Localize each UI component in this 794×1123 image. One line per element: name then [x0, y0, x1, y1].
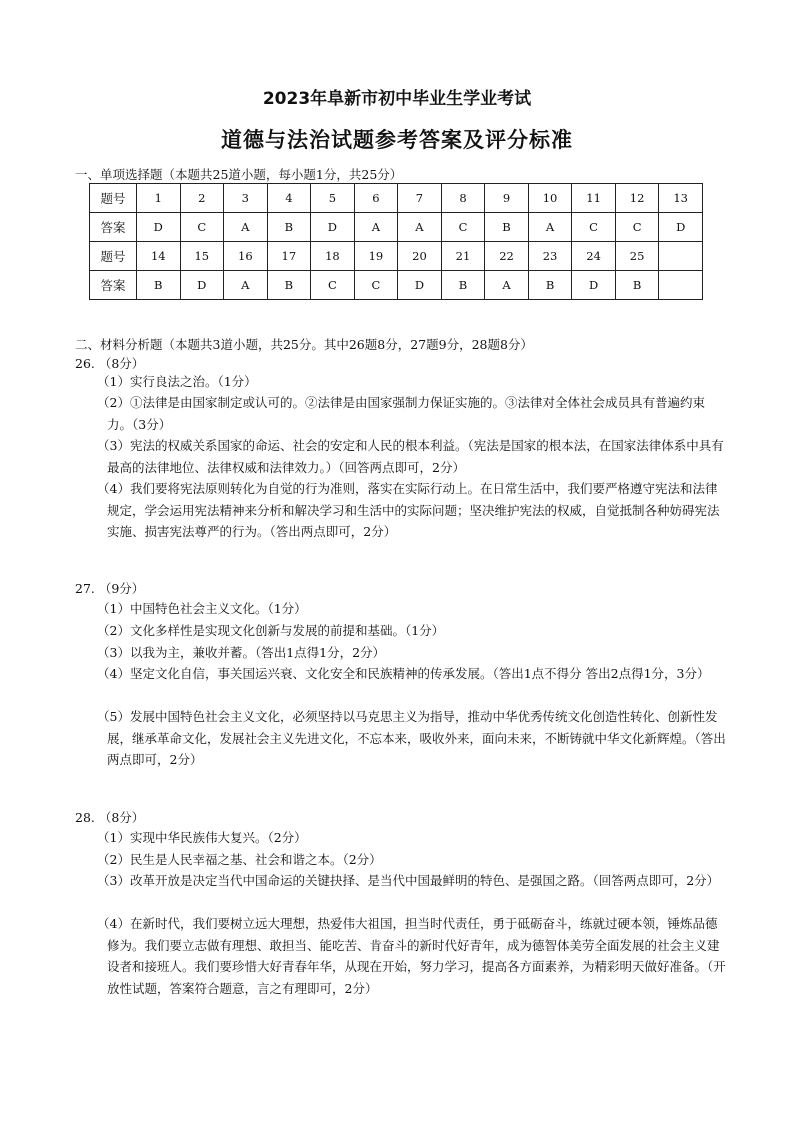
question-number: 2: [180, 184, 224, 213]
question-number: 25: [615, 242, 659, 271]
answer-cell: C: [180, 213, 224, 242]
question-number: 16: [224, 242, 268, 271]
answer-cell: A: [528, 213, 572, 242]
question-27-number: 27. （9分）: [75, 581, 145, 596]
q27-answer-1: （1）中国特色社会主义文化。（1分）: [97, 601, 307, 616]
answer-cell: A: [224, 271, 268, 300]
answer-cell: A: [485, 271, 529, 300]
question-number: 7: [398, 184, 442, 213]
question-number: 12: [615, 184, 659, 213]
empty-cell: [659, 242, 703, 271]
answer-cell: D: [311, 213, 355, 242]
question-number: 14: [137, 242, 181, 271]
row-label: 题号: [90, 242, 137, 271]
q27-answer-2: （2）文化多样性是实现文化创新与发展的前提和基础。（1分）: [97, 623, 445, 638]
question-number: 11: [572, 184, 616, 213]
document-subtitle: 道德与法治试题参考答案及评分标准: [221, 128, 573, 152]
question-number: 13: [659, 184, 703, 213]
answer-cell: B: [485, 213, 529, 242]
question-number: 9: [485, 184, 529, 213]
q28-answer-1: （1）实现中华民族伟大复兴。（2分）: [97, 830, 307, 845]
answer-cell: B: [441, 271, 485, 300]
question-number: 15: [180, 242, 224, 271]
answer-cell: D: [137, 213, 181, 242]
question-26-number: 26. （8分）: [75, 356, 145, 371]
answer-cell: A: [224, 213, 268, 242]
answer-table: [89, 183, 703, 300]
table-row: [90, 213, 703, 242]
question-number: 6: [354, 184, 398, 213]
answer-cell: D: [180, 271, 224, 300]
answer-cell: B: [528, 271, 572, 300]
answer-cell: B: [267, 213, 311, 242]
question-number: 10: [528, 184, 572, 213]
question-28-number: 28. （8分）: [75, 810, 145, 825]
question-number: 8: [441, 184, 485, 213]
question-number: 17: [267, 242, 311, 271]
row-label: 答案: [90, 271, 137, 300]
part1-heading: 一、单项选择题（本题共25道小题，每小题1分，共25分）: [75, 167, 403, 182]
answer-cell: D: [398, 271, 442, 300]
question-number: 23: [528, 242, 572, 271]
q26-answer-4: （4）我们要将宪法原则转化为自觉的行为准则，落实在实际行动上。在日常生活中，我们要严格遵守宪法和法律规定，学会运用宪法精神来分析和解决学习和生活中的实际问题；坚决维护宪法的权威，自觉抵制各种妨碍宪法实施、损害宪法尊严的行为。（答出两点即可，2分）: [97, 481, 720, 539]
answer-cell: A: [354, 213, 398, 242]
q28-answer-3: （3）改革开放是决定当代中国命运的关键抉择、是当代中国最鲜明的特色、是强国之路。（回答两点即可，2分）: [97, 873, 720, 888]
q27-answer-3: （3）以我为主，兼收并蓄。（答出1点得1分，2分）: [97, 645, 386, 660]
question-number: 18: [311, 242, 355, 271]
answer-cell: B: [615, 271, 659, 300]
answer-cell: C: [311, 271, 355, 300]
answer-cell: A: [398, 213, 442, 242]
empty-cell: [659, 271, 703, 300]
answer-cell: D: [572, 271, 616, 300]
question-number: 21: [441, 242, 485, 271]
answer-cell: C: [354, 271, 398, 300]
table-row: [90, 242, 703, 271]
question-number: 24: [572, 242, 616, 271]
row-label: 题号: [90, 184, 137, 213]
question-number: 3: [224, 184, 268, 213]
q28-answer-4: （4）在新时代，我们要树立远大理想，热爱伟大祖国，担当时代责任，勇于砥砺奋斗，练就过硬本领，锤炼品德修为。我们要立志做有理想、敢担当、能吃苦、肯奋斗的新时代好青年，成为德智体美劳全面发展的社会主义建设者和接班人。我们要珍惜大好青春年华，从现在开始，努力学习，提高各方面素养，为精彩明天做好准备。（开放性试题，答案符合题意，言之有理即可，2分）: [97, 916, 726, 996]
answer-cell: B: [267, 271, 311, 300]
answer-cell: C: [615, 213, 659, 242]
row-label: 答案: [90, 213, 137, 242]
answer-cell: D: [659, 213, 703, 242]
question-number: 20: [398, 242, 442, 271]
q27-answer-5: （5）发展中国特色社会主义文化，必须坚持以马克思主义为指导，推动中华优秀传统文化创造性转化、创新性发展，继承革命文化，发展社会主义先进文化，不忘本来，吸收外来，面向未来，不断铸就中华文化新辉煌。（答出两点即可，2分）: [97, 709, 726, 767]
q26-answer-2: （2）①法律是由国家制定或认可的。②法律是由国家强制力保证实施的。③法律对全体社会成员具有普遍约束力。（3分）: [97, 395, 705, 432]
q26-answer-1: （1）实行良法之治。（1分）: [97, 374, 257, 389]
question-number: 4: [267, 184, 311, 213]
exam-title: 2023年阜新市初中毕业生学业考试: [262, 89, 532, 109]
answer-cell: B: [137, 271, 181, 300]
question-number: 22: [485, 242, 529, 271]
answer-cell: C: [572, 213, 616, 242]
question-number: 19: [354, 242, 398, 271]
q26-answer-3: （3）宪法的权威关系国家的命运、社会的安定和人民的根本利益。（宪法是国家的根本法，在国家法律体系中具有最高的法律地位、法律权威和法律效力。）（回答两点即可，2分）: [97, 438, 724, 475]
q28-answer-2: （2）民生是人民幸福之基、社会和谐之本。（2分）: [97, 852, 382, 867]
table-row: [90, 184, 703, 213]
table-row: [90, 271, 703, 300]
part2-heading: 二、材料分析题（本题共3道小题，共25分。其中26题8分，27题9分，28题8分）: [75, 337, 533, 352]
question-number: 5: [311, 184, 355, 213]
question-number: 1: [137, 184, 181, 213]
q27-answer-4: （4）坚定文化自信，事关国运兴衰、文化安全和民族精神的传承发展。（答出1点不得分 答出2点得1分，3分）: [97, 666, 710, 681]
answer-cell: C: [441, 213, 485, 242]
